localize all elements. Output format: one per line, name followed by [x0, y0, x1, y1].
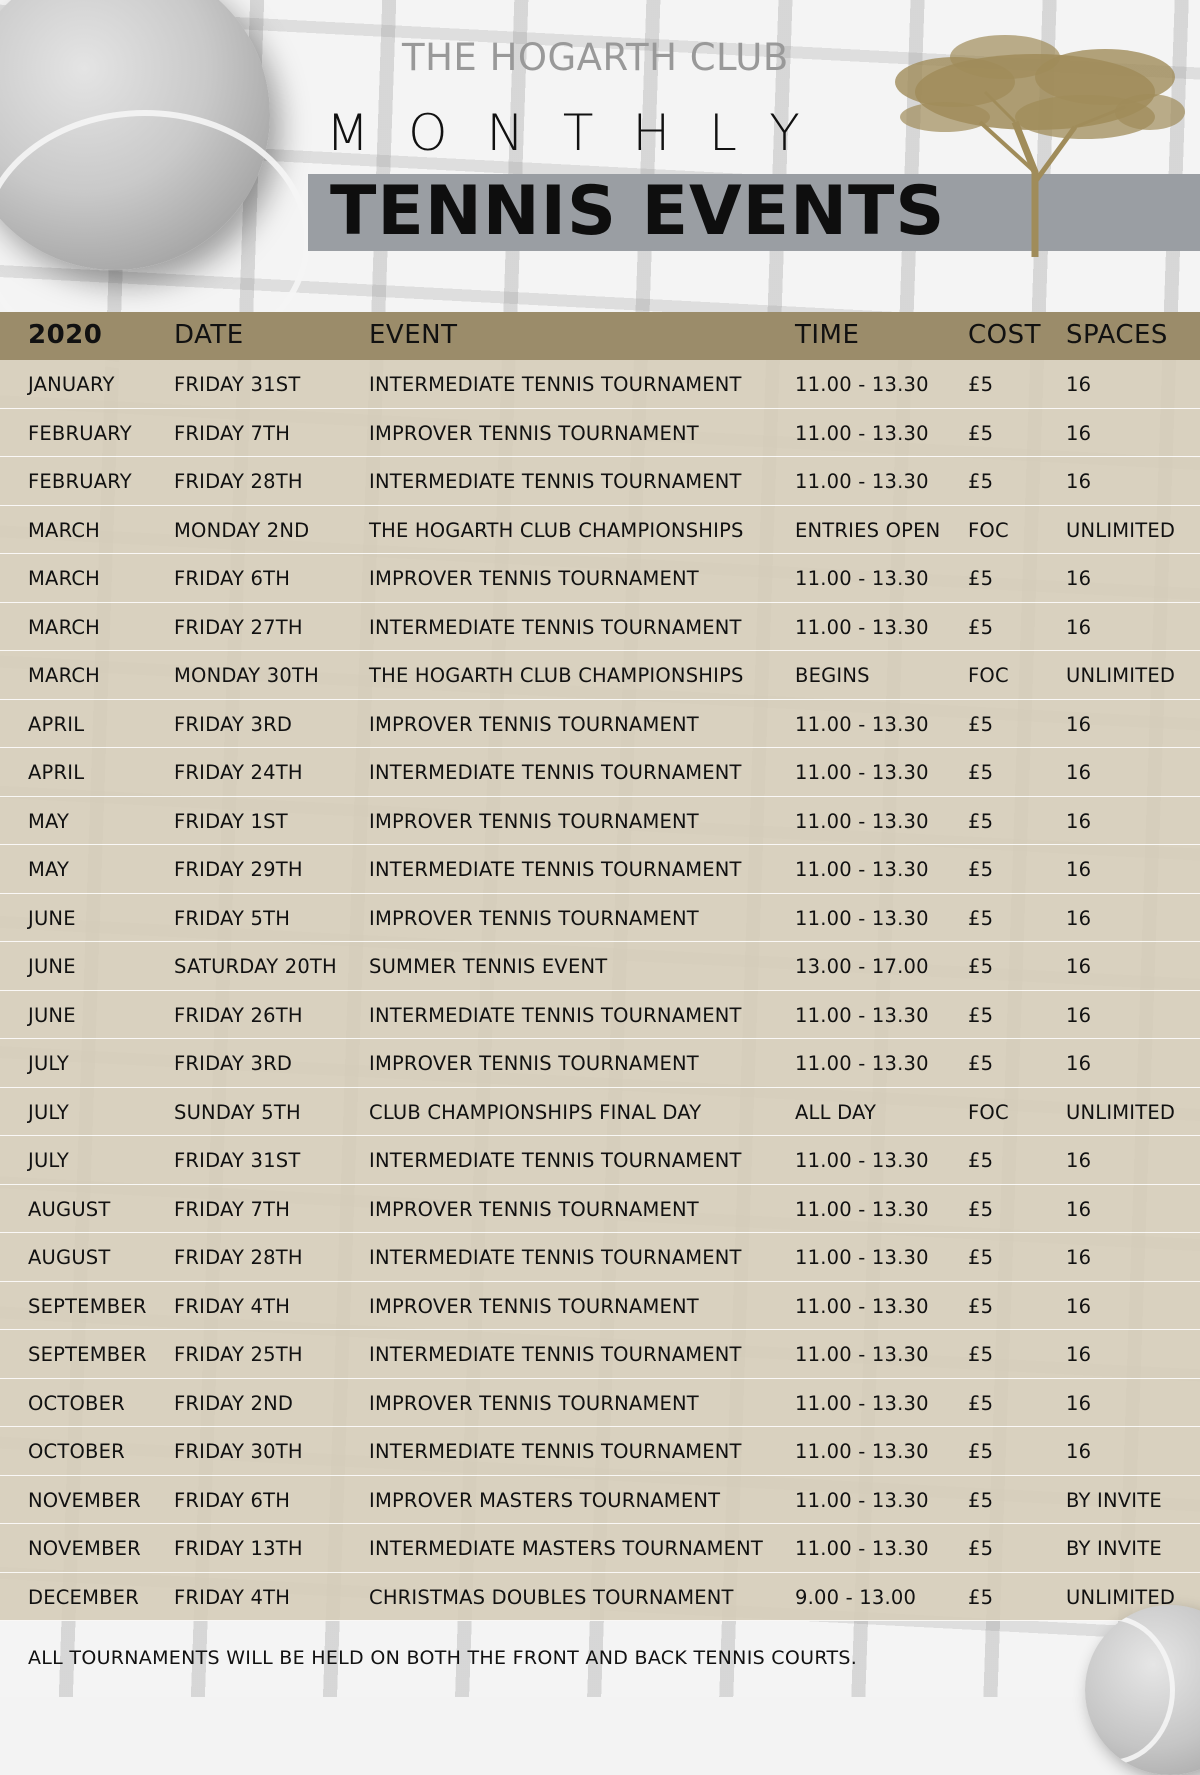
cell-cost: £5 [968, 1003, 994, 1027]
cell-spaces: 16 [1066, 858, 1092, 881]
cell-cost: £5 [968, 1246, 994, 1269]
cell-time: 11.00 - 13.30 [795, 1537, 929, 1560]
cell-date: FRIDAY 24TH [174, 761, 303, 784]
cell-event: THE HOGARTH CLUB CHAMPIONSHIPS [369, 664, 744, 687]
cell-cost: FOC [968, 518, 1009, 542]
cell-time: 11.00 - 13.30 [795, 615, 929, 639]
cell-event: CLUB CHAMPIONSHIPS FINAL DAY [369, 1100, 702, 1124]
cell-spaces: 16 [1066, 712, 1092, 736]
cell-spaces: 16 [1066, 1440, 1092, 1463]
cell-cost: £5 [968, 1391, 994, 1415]
cell-date: MONDAY 30TH [174, 664, 319, 687]
cell-event: INTERMEDIATE TENNIS TOURNAMENT [369, 1343, 742, 1366]
cell-cost: £5 [968, 421, 994, 445]
cell-time: 11.00 - 13.30 [795, 858, 929, 881]
cell-month: SEPTEMBER [28, 1294, 147, 1318]
cell-month: APRIL [28, 712, 85, 736]
cell-month: JULY [28, 1149, 70, 1172]
cell-cost: £5 [968, 1585, 994, 1609]
cell-time: 11.00 - 13.30 [795, 1391, 929, 1415]
table-header [0, 312, 1200, 360]
cell-cost: £5 [968, 1488, 994, 1512]
cell-date: FRIDAY 1ST [174, 809, 288, 833]
cell-cost: £5 [968, 1197, 994, 1221]
cell-event: INTERMEDIATE TENNIS TOURNAMENT [369, 373, 742, 396]
cell-date: SATURDAY 20TH [174, 955, 337, 978]
club-name: THE HOGARTH CLUB [402, 36, 789, 79]
cell-month: DECEMBER [28, 1585, 139, 1609]
cell-event: IMPROVER TENNIS TOURNAMENT [369, 1294, 699, 1318]
cell-spaces: 16 [1066, 1197, 1092, 1221]
cell-month: MAY [28, 858, 70, 881]
cell-spaces: 16 [1066, 373, 1092, 396]
cell-event: INTERMEDIATE TENNIS TOURNAMENT [369, 761, 742, 784]
table-row [0, 554, 1200, 603]
cell-event: IMPROVER TENNIS TOURNAMENT [369, 1052, 699, 1075]
cell-time: 11.00 - 13.30 [795, 1488, 929, 1512]
cell-month: APRIL [28, 761, 85, 784]
cell-spaces: 16 [1066, 1294, 1092, 1318]
page-title: TENNIS EVENTS [330, 172, 946, 251]
cell-date: FRIDAY 26TH [174, 1003, 303, 1027]
cell-cost: £5 [968, 615, 994, 639]
cell-spaces: 16 [1066, 1052, 1092, 1075]
column-header-event: EVENT [369, 320, 458, 350]
cell-time: 11.00 - 13.30 [795, 1246, 929, 1269]
cell-event: IMPROVER TENNIS TOURNAMENT [369, 906, 699, 930]
cell-time: 11.00 - 13.30 [795, 1343, 929, 1366]
cell-event: IMPROVER TENNIS TOURNAMENT [369, 712, 699, 736]
cell-cost: £5 [968, 955, 994, 978]
cell-event: INTERMEDIATE TENNIS TOURNAMENT [369, 1003, 742, 1027]
cell-month: JUNE [28, 906, 76, 930]
cell-date: MONDAY 2ND [174, 518, 310, 542]
cell-spaces: UNLIMITED [1066, 518, 1176, 542]
cell-month: FEBRUARY [28, 470, 132, 493]
cell-month: JUNE [28, 1003, 76, 1027]
table-row [0, 1427, 1200, 1476]
cell-spaces: UNLIMITED [1066, 1100, 1176, 1124]
cell-month: JULY [28, 1052, 70, 1075]
cell-cost: £5 [968, 761, 994, 784]
table-row [0, 1136, 1200, 1185]
cell-time: 11.00 - 13.30 [795, 761, 929, 784]
cell-month: JANUARY [28, 373, 115, 396]
cell-date: FRIDAY 28TH [174, 1246, 303, 1269]
cell-date: FRIDAY 28TH [174, 470, 303, 493]
cell-cost: £5 [968, 1343, 994, 1366]
table-row [0, 845, 1200, 894]
cell-cost: £5 [968, 858, 994, 881]
column-header-year: 2020 [28, 320, 103, 350]
cell-month: MARCH [28, 518, 101, 542]
cell-event: INTERMEDIATE TENNIS TOURNAMENT [369, 470, 742, 493]
cell-month: FEBRUARY [28, 421, 132, 445]
cell-spaces: 16 [1066, 955, 1092, 978]
cell-time: 11.00 - 13.30 [795, 712, 929, 736]
cell-time: 11.00 - 13.30 [795, 1294, 929, 1318]
cell-cost: £5 [968, 1537, 994, 1560]
cell-spaces: 16 [1066, 1246, 1092, 1269]
cell-spaces: BY INVITE [1066, 1537, 1162, 1560]
table-row [0, 1233, 1200, 1282]
cell-date: FRIDAY 31ST [174, 1149, 301, 1172]
table-row [0, 1039, 1200, 1088]
cell-event: IMPROVER TENNIS TOURNAMENT [369, 421, 699, 445]
cell-spaces: 16 [1066, 809, 1092, 833]
table-row [0, 1379, 1200, 1428]
tennis-ball-icon [0, 0, 270, 270]
cell-time: 11.00 - 13.30 [795, 1197, 929, 1221]
cell-date: FRIDAY 29TH [174, 858, 303, 881]
cell-time: 11.00 - 13.30 [795, 1052, 929, 1075]
cell-event: INTERMEDIATE TENNIS TOURNAMENT [369, 1149, 742, 1172]
cell-cost: £5 [968, 1149, 994, 1172]
cell-time: 11.00 - 13.30 [795, 1440, 929, 1463]
cell-month: SEPTEMBER [28, 1343, 147, 1366]
cell-date: FRIDAY 13TH [174, 1537, 303, 1560]
cell-month: MAY [28, 809, 70, 833]
cell-cost: £5 [968, 1440, 994, 1463]
cell-month: OCTOBER [28, 1440, 125, 1463]
table-row [0, 991, 1200, 1040]
cell-date: FRIDAY 27TH [174, 615, 303, 639]
cell-cost: FOC [968, 664, 1009, 687]
cell-time: 11.00 - 13.30 [795, 809, 929, 833]
cell-time: 13.00 - 17.00 [795, 955, 929, 978]
cell-date: SUNDAY 5TH [174, 1100, 301, 1124]
cell-date: FRIDAY 31ST [174, 373, 301, 396]
cell-spaces: 16 [1066, 1149, 1092, 1172]
cell-spaces: 16 [1066, 1391, 1092, 1415]
cell-spaces: UNLIMITED [1066, 1585, 1176, 1609]
table-row [0, 942, 1200, 991]
cell-time: 11.00 - 13.30 [795, 906, 929, 930]
table-row [0, 700, 1200, 749]
cell-month: JUNE [28, 955, 76, 978]
cell-spaces: 16 [1066, 906, 1092, 930]
cell-event: THE HOGARTH CLUB CHAMPIONSHIPS [369, 518, 744, 542]
cell-event: IMPROVER TENNIS TOURNAMENT [369, 1391, 699, 1415]
cell-time: 11.00 - 13.30 [795, 1149, 929, 1172]
table-row [0, 1185, 1200, 1234]
cell-date: FRIDAY 7TH [174, 1197, 291, 1221]
cell-time: 11.00 - 13.30 [795, 470, 929, 493]
cell-date: FRIDAY 6TH [174, 567, 291, 590]
cell-date: FRIDAY 7TH [174, 421, 291, 445]
table-row [0, 409, 1200, 458]
cell-cost: FOC [968, 1100, 1009, 1124]
cell-event: IMPROVER TENNIS TOURNAMENT [369, 809, 699, 833]
cell-time: ALL DAY [795, 1100, 877, 1124]
cell-month: AUGUST [28, 1197, 111, 1221]
cell-cost: £5 [968, 470, 994, 493]
cell-spaces: 16 [1066, 1003, 1092, 1027]
cell-date: FRIDAY 3RD [174, 1052, 293, 1075]
cell-event: IMPROVER TENNIS TOURNAMENT [369, 1197, 699, 1221]
table-row [0, 603, 1200, 652]
cell-time: 11.00 - 13.30 [795, 373, 929, 396]
table-row [0, 457, 1200, 506]
cell-time: ENTRIES OPEN [795, 518, 941, 542]
cell-event: INTERMEDIATE TENNIS TOURNAMENT [369, 858, 742, 881]
table-row [0, 1330, 1200, 1379]
cell-spaces: 16 [1066, 421, 1092, 445]
cell-date: FRIDAY 2ND [174, 1391, 294, 1415]
cell-cost: £5 [968, 567, 994, 590]
cell-event: IMPROVER MASTERS TOURNAMENT [369, 1488, 721, 1512]
cell-cost: £5 [968, 809, 994, 833]
cell-event: INTERMEDIATE TENNIS TOURNAMENT [369, 1440, 742, 1463]
cell-month: MARCH [28, 615, 101, 639]
table-row [0, 1088, 1200, 1137]
monthly-heading: MONTHLY [326, 104, 839, 162]
cell-time: 11.00 - 13.30 [795, 567, 929, 590]
cell-time: 11.00 - 13.30 [795, 1003, 929, 1027]
cell-month: JULY [28, 1100, 70, 1124]
table-row [0, 1476, 1200, 1525]
cell-cost: £5 [968, 373, 994, 396]
table-row [0, 1573, 1200, 1622]
cell-month: AUGUST [28, 1246, 111, 1269]
cell-month: NOVEMBER [28, 1537, 141, 1560]
cell-event: IMPROVER TENNIS TOURNAMENT [369, 567, 699, 590]
table-body [0, 360, 1200, 1621]
cell-time: 11.00 - 13.30 [795, 421, 929, 445]
cell-date: FRIDAY 4TH [174, 1585, 291, 1609]
cell-time: BEGINS [795, 664, 870, 687]
tennis-ball-icon [1085, 1605, 1200, 1775]
table-row [0, 894, 1200, 943]
cell-month: MARCH [28, 664, 101, 687]
cell-month: OCTOBER [28, 1391, 125, 1415]
cell-event: INTERMEDIATE TENNIS TOURNAMENT [369, 1246, 742, 1269]
cell-spaces: BY INVITE [1066, 1488, 1162, 1512]
cell-cost: £5 [968, 906, 994, 930]
cell-spaces: 16 [1066, 567, 1092, 590]
table-row [0, 797, 1200, 846]
cell-spaces: UNLIMITED [1066, 664, 1176, 687]
table-row [0, 1282, 1200, 1331]
tree-icon [885, 22, 1185, 257]
cell-cost: £5 [968, 1052, 994, 1075]
cell-spaces: 16 [1066, 470, 1092, 493]
column-header-cost: COST [968, 320, 1042, 350]
events-table [0, 312, 1200, 1621]
cell-event: INTERMEDIATE MASTERS TOURNAMENT [369, 1537, 764, 1560]
column-header-date: DATE [174, 320, 244, 350]
column-header-time: TIME [795, 320, 860, 350]
cell-event: INTERMEDIATE TENNIS TOURNAMENT [369, 615, 742, 639]
cell-spaces: 16 [1066, 615, 1092, 639]
table-row [0, 748, 1200, 797]
cell-event: SUMMER TENNIS EVENT [369, 955, 608, 978]
cell-cost: £5 [968, 1294, 994, 1318]
table-row [0, 1524, 1200, 1573]
cell-month: NOVEMBER [28, 1488, 141, 1512]
footer-note: ALL TOURNAMENTS WILL BE HELD ON BOTH THE FRONT AND BACK TENNIS COURTS. [28, 1647, 858, 1669]
cell-month: MARCH [28, 567, 101, 590]
table-row [0, 360, 1200, 409]
cell-event: CHRISTMAS DOUBLES TOURNAMENT [369, 1585, 734, 1609]
cell-cost: £5 [968, 712, 994, 736]
cell-date: FRIDAY 5TH [174, 906, 291, 930]
column-header-spaces: SPACES [1066, 320, 1168, 350]
cell-date: FRIDAY 25TH [174, 1343, 303, 1366]
table-row [0, 651, 1200, 700]
cell-date: FRIDAY 4TH [174, 1294, 291, 1318]
cell-date: FRIDAY 30TH [174, 1440, 303, 1463]
cell-spaces: 16 [1066, 1343, 1092, 1366]
table-row [0, 506, 1200, 555]
cell-spaces: 16 [1066, 761, 1092, 784]
cell-date: FRIDAY 3RD [174, 712, 293, 736]
cell-date: FRIDAY 6TH [174, 1488, 291, 1512]
cell-time: 9.00 - 13.00 [795, 1585, 917, 1609]
